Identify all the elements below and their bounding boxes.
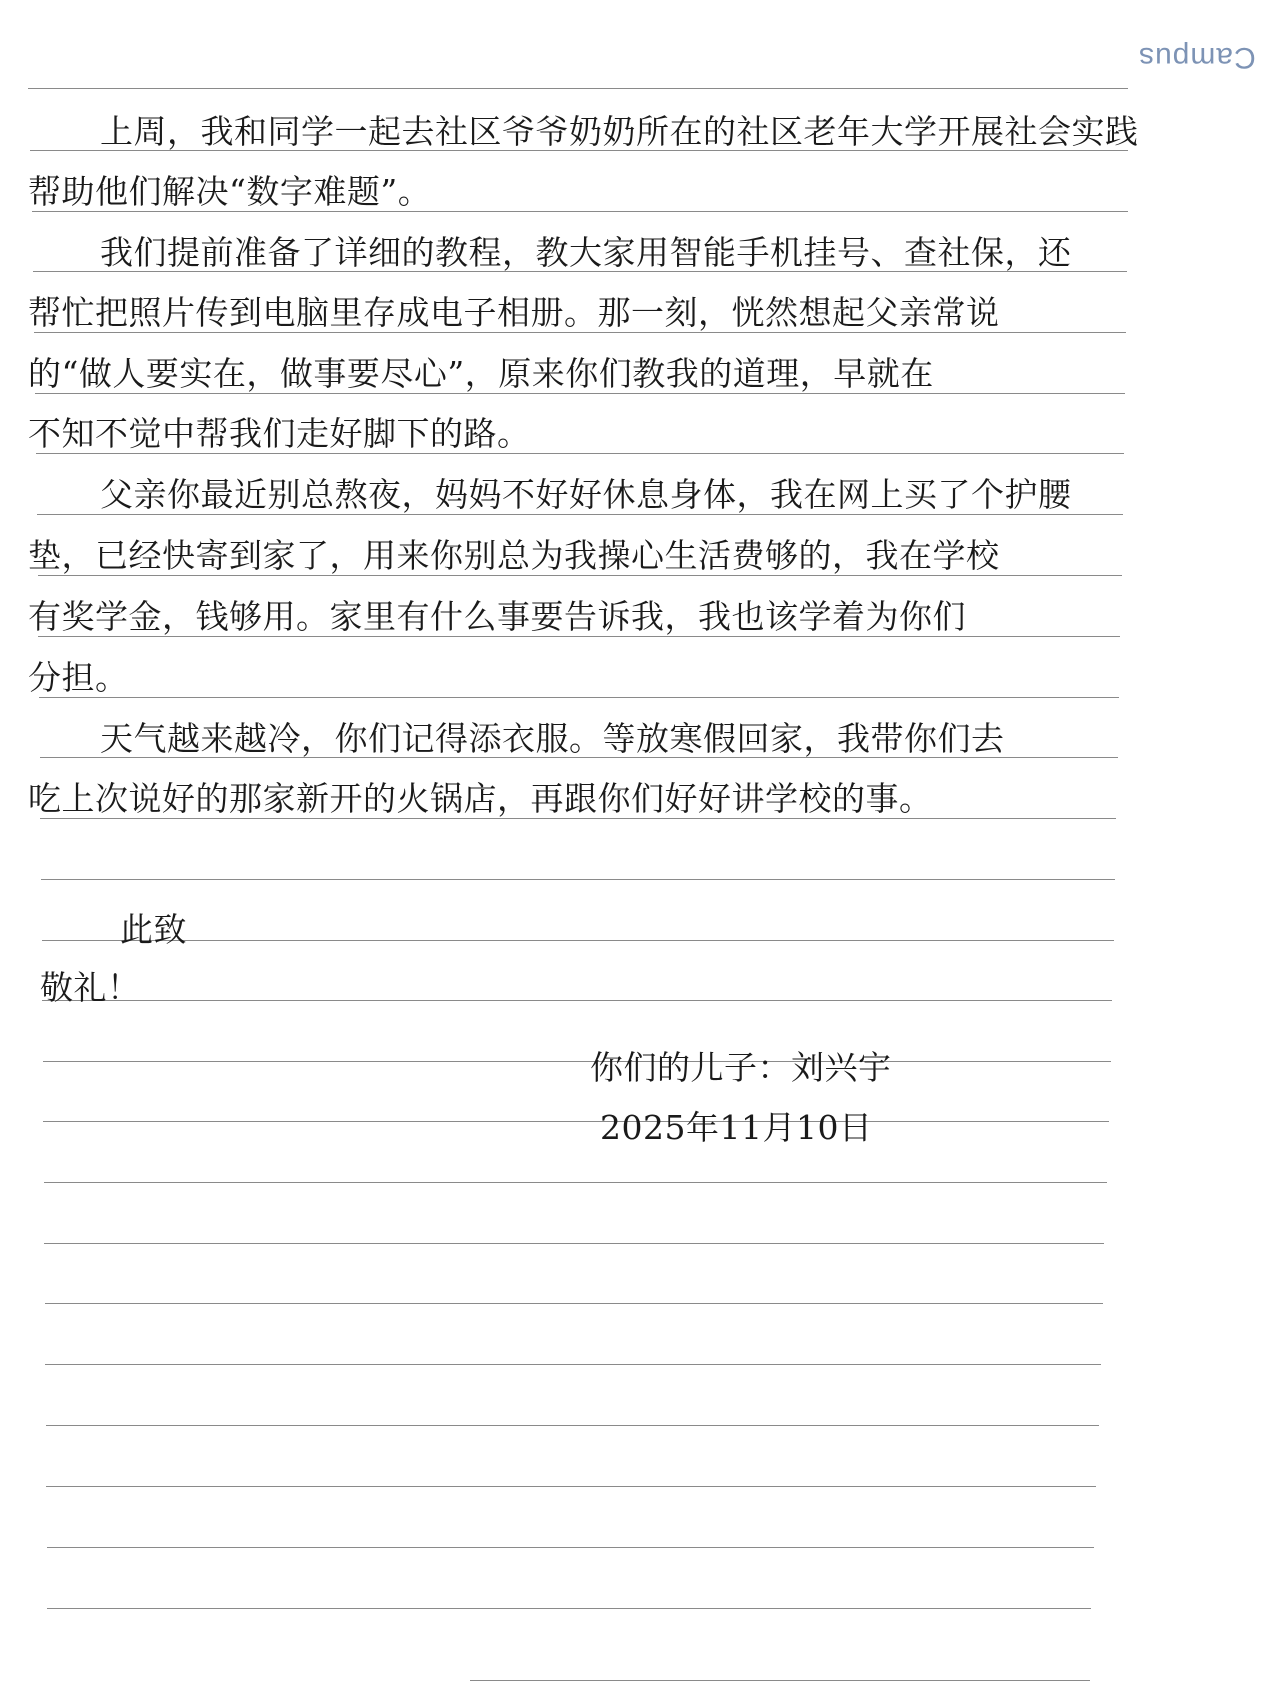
letter-line: 上周，我和同学一起去社区爷爷奶奶所在的社区老年大学开展社会实践 <box>100 112 1139 151</box>
letter-date: 2025年11月10日 <box>600 1108 873 1147</box>
ruled-line <box>44 1182 1107 1183</box>
letter-line: 我们提前准备了详细的教程，教大家用智能手机挂号、查社保，还 <box>100 233 1072 272</box>
ruled-line <box>41 879 1115 880</box>
ruled-line <box>39 697 1119 698</box>
ruled-line <box>43 1121 1109 1122</box>
letter-line: 不知不觉中帮我们走好脚下的路。 <box>28 414 531 453</box>
ruled-line <box>28 88 1128 89</box>
ruled-line <box>46 1425 1099 1426</box>
ruled-line <box>46 1486 1096 1487</box>
letter-line: 吃上次说好的那家新开的火锅店，再跟你们好好讲学校的事。 <box>28 779 933 818</box>
ruled-line <box>47 1608 1091 1609</box>
letter-line: 垫，已经快寄到家了，用来你别总为我操心生活费够的，我在学校 <box>28 536 1000 575</box>
letter-line: 帮助他们解决“数字难题”。 <box>28 172 432 211</box>
ruled-line <box>470 1680 1090 1681</box>
letter-line: 帮忙把照片传到电脑里存成电子相册。那一刻，恍然想起父亲常说 <box>28 293 1000 332</box>
ruled-line <box>45 1364 1101 1365</box>
ruled-line <box>42 940 1114 941</box>
ruled-line <box>45 1303 1103 1304</box>
ruled-line <box>42 1000 1112 1001</box>
ruled-line <box>47 1547 1094 1548</box>
ruled-line <box>43 1061 1111 1062</box>
signature: 你们的儿子：刘兴宇 <box>590 1048 892 1087</box>
letter-line: 有奖学金，钱够用。家里有什么事要告诉我，我也该学着为你们 <box>28 597 966 636</box>
closing-salutation: 此致 <box>120 910 187 949</box>
letter-line: 父亲你最近别总熬夜，妈妈不好好休息身体，我在网上买了个护腰 <box>100 475 1072 514</box>
closing-respect: 敬礼！ <box>40 968 141 1007</box>
letter-line: 的“做人要实在，做事要尽心”，原来你们教我的道理，早就在 <box>28 354 934 393</box>
letter-line: 分担。 <box>28 658 129 697</box>
ruled-line <box>44 1243 1104 1244</box>
brand-logo: Campus <box>1138 41 1256 74</box>
letter-line: 天气越来越冷，你们记得添衣服。等放寒假回家，我带你们去 <box>100 719 1005 758</box>
